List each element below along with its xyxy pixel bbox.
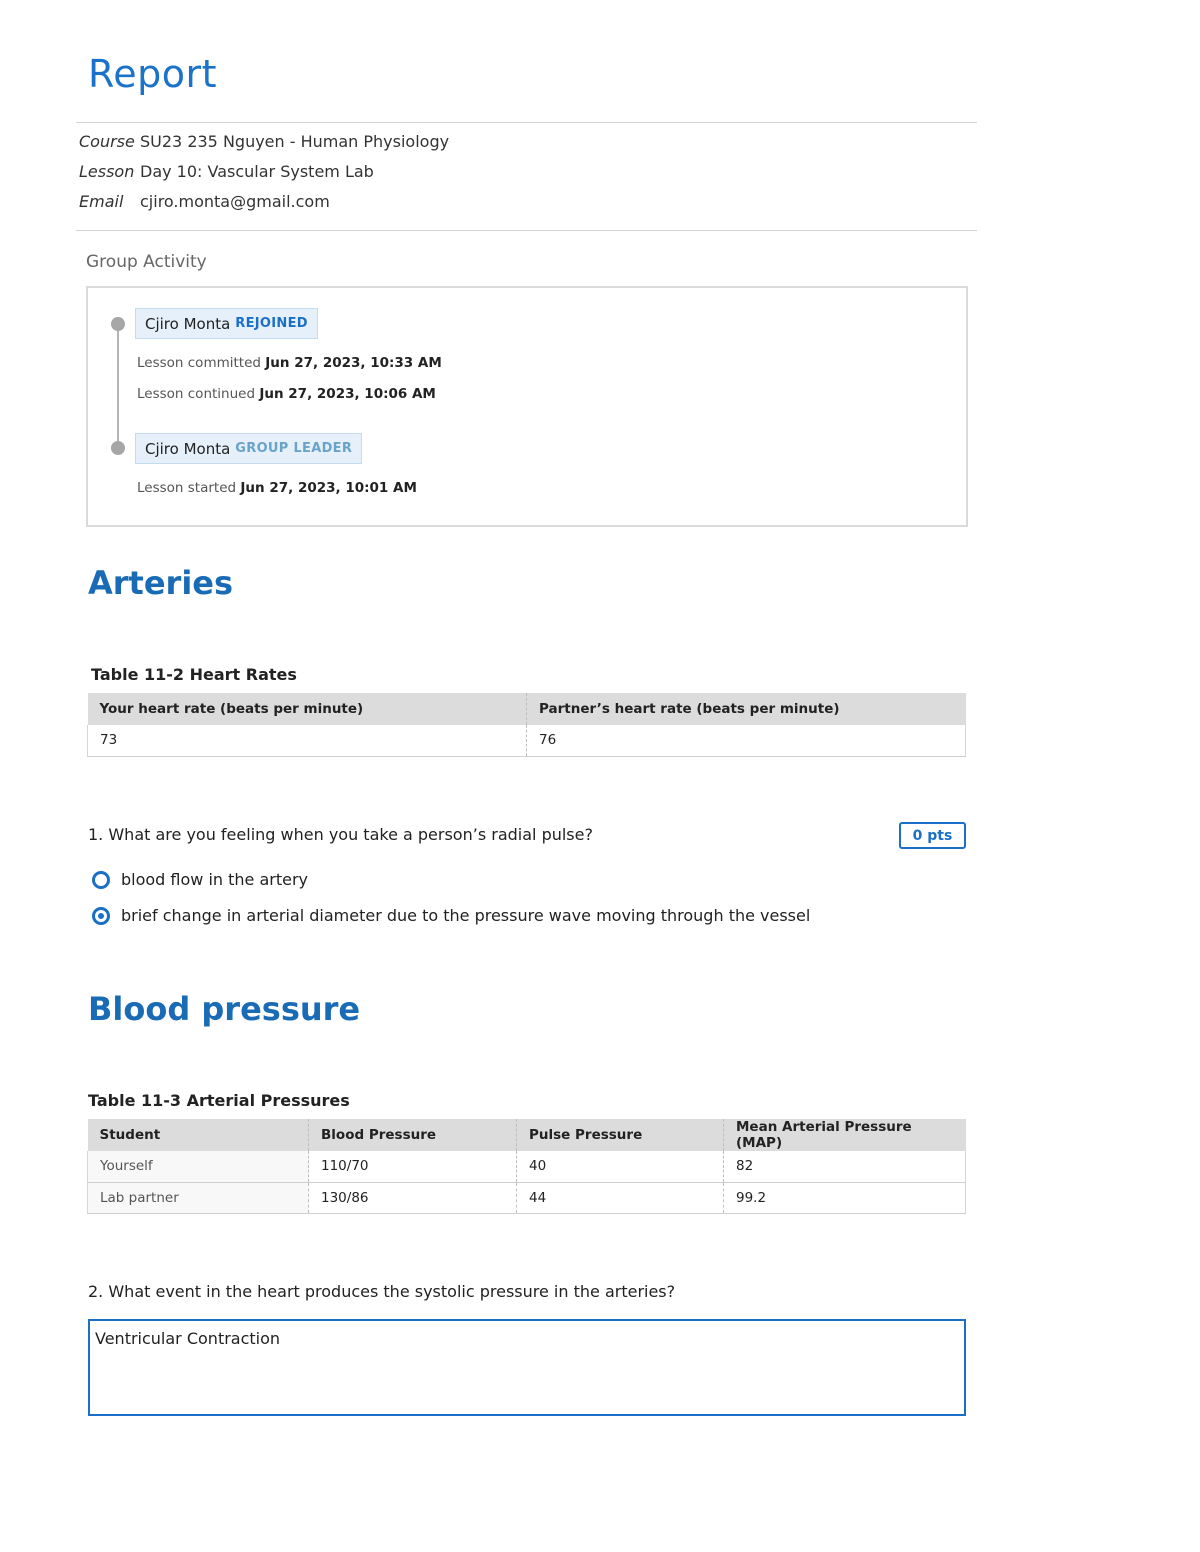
option-label: blood flow in the artery	[121, 870, 309, 889]
answer-textarea[interactable]: Ventricular Contraction	[88, 1319, 966, 1416]
status-badge: GROUP LEADER	[235, 441, 353, 456]
column-header: Pulse Pressure	[517, 1119, 724, 1151]
table-cell: 44	[517, 1182, 724, 1213]
table-header-row	[88, 1119, 966, 1151]
column-header: Blood Pressure	[309, 1119, 517, 1151]
table-header-row	[88, 693, 966, 725]
event-label: Lesson continued	[137, 386, 256, 402]
event-time: Jun 27, 2023, 10:01 AM	[240, 480, 417, 496]
report-title: Report	[88, 52, 217, 96]
member-tag-rejoined	[135, 308, 318, 339]
meta-row-lesson	[79, 156, 449, 186]
meta-value-course: SU23 235 Nguyen - Human Physiology	[140, 131, 450, 151]
member-name: Cjiro Monta	[145, 314, 231, 333]
section-title-blood-pressure: Blood pressure	[88, 990, 361, 1028]
meta-value-email: cjiro.monta@gmail.com	[140, 191, 330, 211]
column-header: Mean Arterial Pressure (MAP)	[724, 1119, 966, 1151]
group-activity-heading: Group Activity	[86, 252, 207, 272]
points-badge: 0 pts	[899, 822, 966, 849]
member-name: Cjiro Monta	[145, 439, 231, 458]
timeline-event	[137, 386, 436, 402]
member-tag-leader	[135, 433, 362, 464]
meta-row-course	[79, 126, 449, 156]
answer-option[interactable]	[92, 906, 810, 925]
table-cell: Lab partner	[88, 1182, 309, 1213]
table-caption-heart-rates: Table 11-2 Heart Rates	[91, 665, 297, 684]
table-caption-arterial-pressures: Table 11-3 Arterial Pressures	[88, 1091, 350, 1110]
table-cell: 99.2	[724, 1182, 966, 1213]
table-cell: 82	[724, 1151, 966, 1182]
question-1-text: 1. What are you feeling when you take a person’s radial pulse?	[88, 825, 593, 844]
event-time: Jun 27, 2023, 10:33 AM	[265, 355, 442, 371]
event-label: Lesson started	[137, 480, 237, 496]
arterial-pressures-table	[87, 1119, 966, 1214]
event-label: Lesson committed	[137, 355, 261, 371]
table-cell: 110/70	[309, 1151, 517, 1182]
timeline-dot	[111, 317, 125, 331]
table-cell: Yourself	[88, 1151, 309, 1182]
table-row	[88, 1182, 966, 1213]
meta-key: Email	[79, 191, 124, 211]
timeline-dot	[111, 441, 125, 455]
status-badge: REJOINED	[235, 316, 308, 331]
report-metadata	[79, 126, 449, 216]
heart-rates-table	[87, 693, 966, 757]
meta-key: Course	[79, 131, 135, 151]
group-activity-panel	[86, 286, 968, 527]
radio-button-selected[interactable]	[92, 907, 110, 925]
header-divider	[76, 122, 977, 123]
table-row	[88, 1151, 966, 1182]
option-label: brief change in arterial diameter due to the pressure wave moving through the vessel	[121, 906, 811, 925]
table-cell: 130/86	[309, 1182, 517, 1213]
table-row	[88, 725, 966, 756]
table-cell: 73	[88, 725, 527, 756]
answer-option[interactable]	[92, 870, 308, 889]
event-time: Jun 27, 2023, 10:06 AM	[259, 386, 436, 402]
column-header: Partner’s heart rate (beats per minute)	[527, 693, 966, 725]
timeline-line	[117, 324, 119, 448]
table-cell: 76	[527, 725, 966, 756]
meta-key: Lesson	[79, 161, 135, 181]
timeline-event	[137, 480, 417, 496]
column-header: Your heart rate (beats per minute)	[88, 693, 527, 725]
question-2-text: 2. What event in the heart produces the systolic pressure in the arteries?	[88, 1282, 676, 1301]
meta-divider	[76, 230, 977, 231]
table-cell: 40	[517, 1151, 724, 1182]
section-title-arteries: Arteries	[88, 564, 234, 602]
meta-value-lesson: Day 10: Vascular System Lab	[140, 161, 374, 181]
radio-button-unselected[interactable]	[92, 871, 110, 889]
timeline-event	[137, 355, 442, 371]
column-header: Student	[88, 1119, 309, 1151]
meta-row-email	[79, 186, 449, 216]
